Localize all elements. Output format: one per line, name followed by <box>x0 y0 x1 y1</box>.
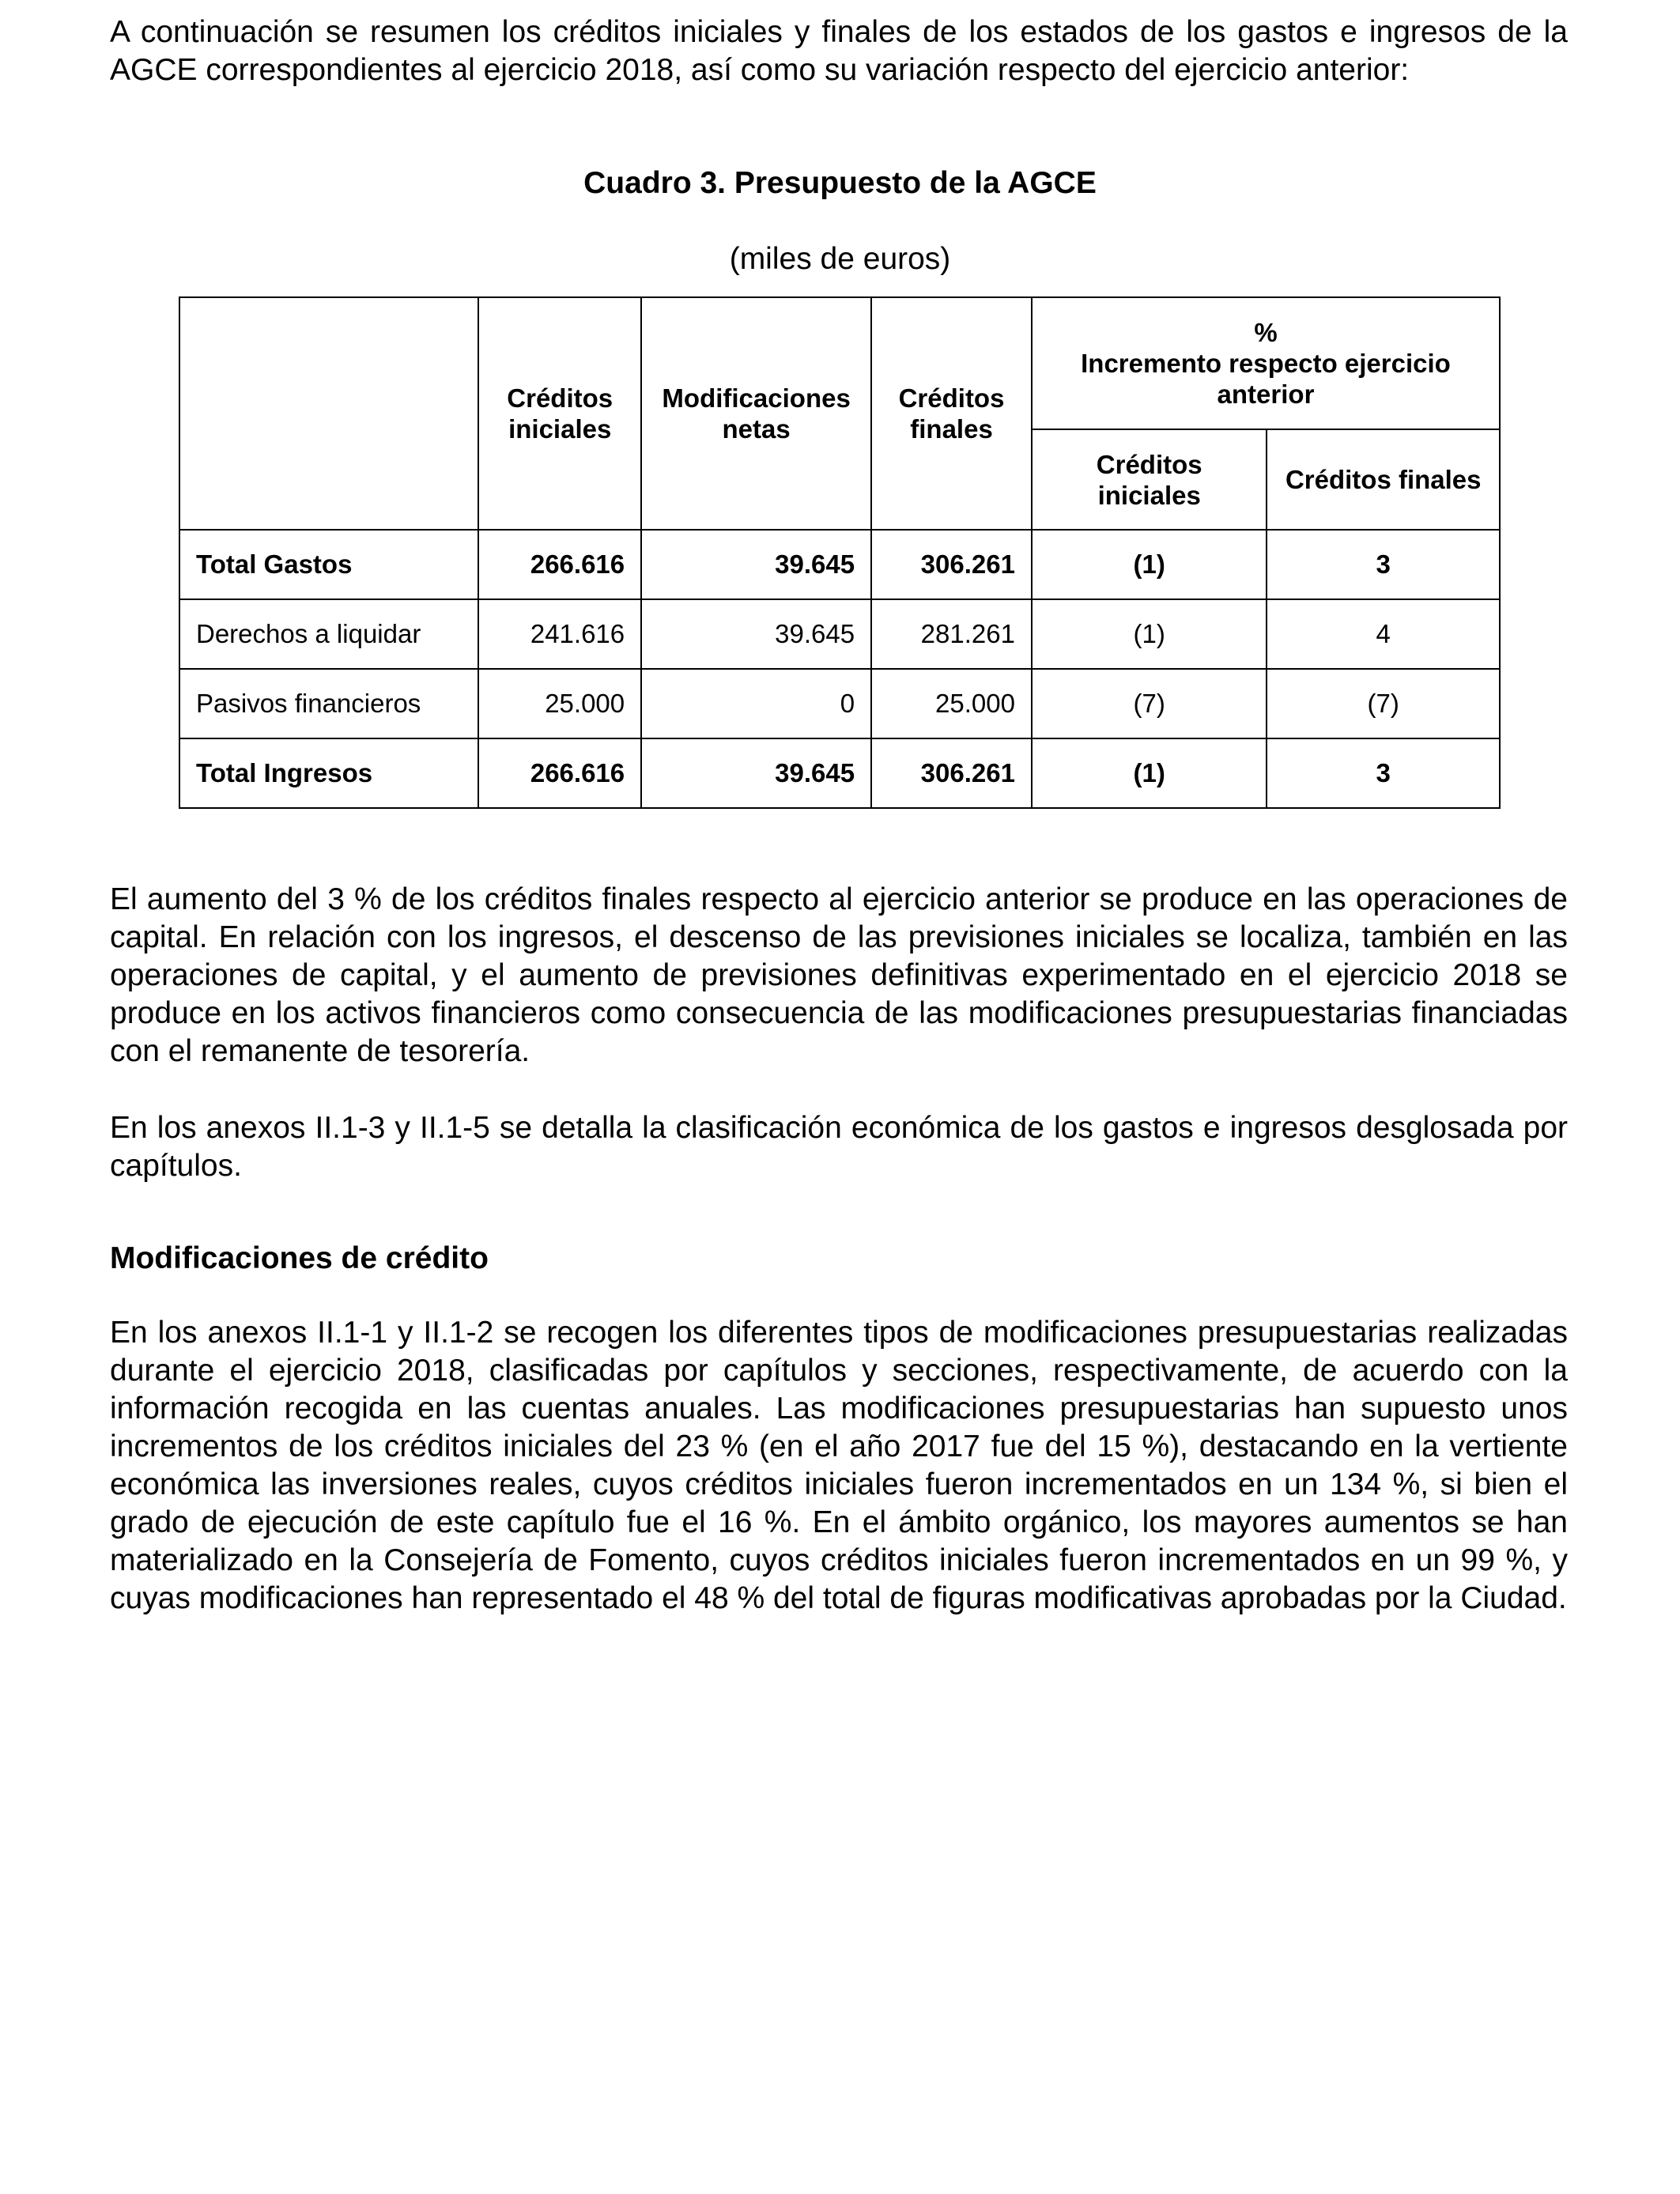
cell-creditos-finales: 306.261 <box>871 738 1032 808</box>
intro-paragraph: A continuación se resumen los créditos iniciales y finales de los estados de los gastos e ingresos de la AGCE correspondientes al ejercicio 2018, así como su variación respecto del ejercicio anterior: <box>110 15 1568 87</box>
header-inc-creditos-finales: Créditos finales <box>1267 429 1500 530</box>
cell-creditos-finales: 306.261 <box>871 530 1032 599</box>
budget-table <box>179 296 1501 809</box>
header-row-1 <box>179 297 1500 429</box>
table-title: Cuadro 3. Presupuesto de la AGCE <box>583 166 1097 200</box>
header-incremento-label: Incremento respecto ejercicio anterior <box>1081 349 1451 409</box>
cell-creditos-iniciales: 25.000 <box>478 669 641 738</box>
header-modificaciones-netas: Modificaciones netas <box>641 297 871 530</box>
cell-inc-finales: 4 <box>1267 599 1500 669</box>
cell-modificaciones: 0 <box>641 669 871 738</box>
cell-modificaciones: 39.645 <box>641 738 871 808</box>
cell-creditos-iniciales: 241.616 <box>478 599 641 669</box>
header-incremento-group <box>1032 297 1500 429</box>
paragraph-aumento: El aumento del 3 % de los créditos finales respecto al ejercicio anterior se produce en las operaciones de capital. En relación con los ingresos, el descenso de las previsiones iniciales se localiza, también en las operaciones de capital, y el aumento de previsiones definitivas experimentado en el ejercicio 2018 se produce en los activos financieros como consecuencia de las modificaciones presupuestarias financiadas con el remanente de tesorería. <box>110 882 1568 1068</box>
paragraph-anexos: En los anexos II.1-3 y II.1-5 se detalla la clasificación económica de los gastos e ingresos desglosada por capítulos. <box>110 1111 1568 1183</box>
table-unit: (miles de euros) <box>729 242 951 276</box>
cell-creditos-iniciales: 266.616 <box>478 530 641 599</box>
cell-modificaciones: 39.645 <box>641 599 871 669</box>
cell-creditos-finales: 281.261 <box>871 599 1032 669</box>
row-label: Total Ingresos <box>179 738 478 808</box>
section-heading: Modificaciones de crédito <box>110 1241 489 1275</box>
cell-inc-iniciales: (1) <box>1032 530 1267 599</box>
cell-inc-finales: 3 <box>1267 530 1500 599</box>
table-row <box>179 599 1500 669</box>
row-label: Pasivos financieros <box>179 669 478 738</box>
table-row <box>179 738 1500 808</box>
cell-inc-iniciales: (1) <box>1032 738 1267 808</box>
cell-inc-finales: 3 <box>1267 738 1500 808</box>
row-label: Total Gastos <box>179 530 478 599</box>
header-inc-creditos-iniciales: Créditos iniciales <box>1032 429 1267 530</box>
cell-creditos-finales: 25.000 <box>871 669 1032 738</box>
header-creditos-finales: Créditos finales <box>871 297 1032 530</box>
table-row <box>179 669 1500 738</box>
cell-creditos-iniciales: 266.616 <box>478 738 641 808</box>
header-incremento-pct: % <box>1254 318 1278 347</box>
header-blank-cell <box>179 297 478 530</box>
cell-modificaciones: 39.645 <box>641 530 871 599</box>
cell-inc-iniciales: (1) <box>1032 599 1267 669</box>
header-creditos-iniciales: Créditos iniciales <box>478 297 641 530</box>
cell-inc-iniciales: (7) <box>1032 669 1267 738</box>
paragraph-modificaciones: En los anexos II.1-1 y II.1-2 se recogen los diferentes tipos de modificaciones presupuestarias realizadas durante el ejercicio 2018, clasificadas por capítulos y secciones, respectivamente, de acuerdo con la información recogida en las cuentas anuales. Las modificaciones presupuestarias han supuesto unos incrementos de los créditos iniciales del 23 % (en el año 2017 fue del 15 %), destacando en la vertiente económica las inversiones reales, cuyos créditos iniciales fueron incrementados en un 134 %, si bien el grado de ejecución de este capítulo fue el 16 %. En el ámbito orgánico, los mayores aumentos se han materializado en la Consejería de Fomento, cuyos créditos iniciales fueron incrementados en un 99 %, y cuyas modificaciones han representado el 48 % del total de figuras modificativas aprobadas por la Ciudad. <box>110 1316 1568 1615</box>
row-label: Derechos a liquidar <box>179 599 478 669</box>
cell-inc-finales: (7) <box>1267 669 1500 738</box>
table-row <box>179 530 1500 599</box>
